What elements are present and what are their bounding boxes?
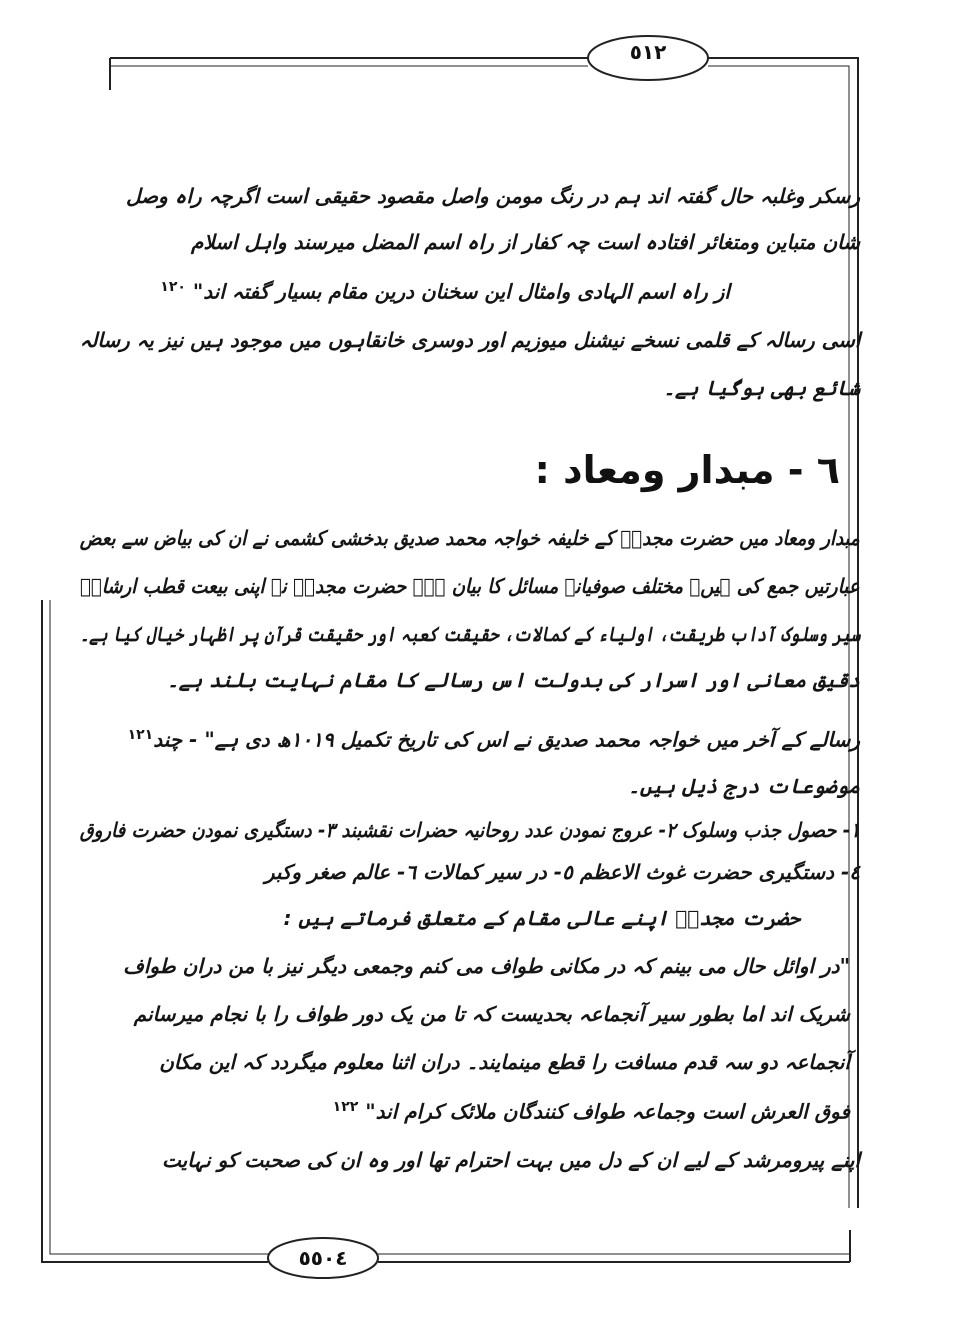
quote1-line3-text: از راہ اسم الہادی وامثال این سخنان درین مقام بسیار گفتہ اند"	[192, 279, 730, 304]
para3-line1-text: رسالے کے آخر میں خواجہ محمد صدیق نے اس کی تاریخ تکمیل ١٠١٩ھ دی ہے" - چند	[153, 727, 860, 752]
para2-line2: عبارتیں جمع کی ہیں۔ مختلف صوفیانہ مسائل کا بیان ہے۔ حضرت مجددؒ نے اپنی بیعت قطب ارشادؒ	[80, 574, 860, 598]
bottom-page-number: ٥٥٠٤	[298, 1246, 348, 1270]
footnote-ref-120: ١٢٠	[160, 279, 186, 295]
para3-line2: موضوعات درج ذیل ہیں۔	[628, 774, 860, 798]
quote1-line1: رسکر وغلبہ حال گفتہ اند ہم در رنگ مومن واصل مقصود حقیقی است اگرچہ راہ وصل	[125, 184, 860, 208]
topics-line1: ١- حصول جذب وسلوک ٢- عروج نمودن عدد روحانیہ حضرات نقشبند ٣- دستگیری نمودن حضرت فاروق	[79, 818, 860, 842]
quote2-intro: حضرت مجددؒ اپنے عالی مقام کے متعلق فرماتے ہیں :	[283, 906, 800, 930]
topics-line2: ٤- دستگیری حضرت غوث الاعظم ٥- در سیر کمالات ٦- عالم صغر وکبر	[264, 860, 860, 884]
para3-line1	[128, 728, 860, 750]
para2-line4: دقیق معانی اور اسرار کی بدولت اس رسالے کا مقام نہایت بلند ہے۔	[167, 668, 860, 692]
para2-line3: سیر وسلوک آداب طریقت، اولیاء کے کمالات، حقیقت کعبہ اور حقیقت قرآن پر اظہار خیال کیا ہے۔	[79, 622, 860, 646]
para1-line1: اسی رسالہ کے قلمی نسخے نیشنل میوزیم اور دوسری خانقاہوں میں موجود ہیں نیز یہ رسالہ	[79, 328, 860, 352]
footnote-ref-122: ١٢٢	[332, 1099, 359, 1115]
quote2-line4-text: فوق العرش است وجماعہ طواف کنندگان ملائک کرام اند"	[365, 1099, 850, 1124]
quote2-line1: "در اوائل حال می بینم کہ در مکانی طواف می کنم وجمعی دیگر نیز با من دران طواف	[123, 954, 850, 978]
para1-line2: شائع بھی ہوگیا ہے۔	[663, 376, 860, 400]
top-page-number: ٥١٢	[629, 40, 667, 64]
para2-line1: مبدار ومعاد میں حضرت مجددؒ کے خلیفہ خواجہ محمد صدیق بدخشی کشمی نے ان کی بیاض سے بعض	[80, 526, 860, 550]
quote1-line2: شان متباین ومتغائر افتادہ است چہ کفار از راہ اسم المضل میرسند واہل اسلام	[190, 230, 860, 254]
quote2-line2: شریک اند اما بطور سیر آنجماعہ بحدیست کہ تا من یک دور طواف را با نجام میرسانم	[133, 1002, 850, 1026]
para4-line1: اپنے پیرومرشد کے لیے ان کے دل میں بہت احترام تھا اور وہ ان کی صحبت کو نہایت	[162, 1148, 860, 1172]
quote2-line4	[333, 1100, 850, 1122]
quote2-line3: آنجماعہ دو سہ قدم مسافت را قطع مینمایند۔ دران اثنا معلوم میگردد کہ این مکان	[159, 1050, 850, 1074]
footnote-ref-121: ١٢١	[127, 727, 154, 743]
quote1-line3	[160, 280, 730, 302]
section-heading: ٦ - مبدار ومعاد :	[534, 448, 840, 492]
